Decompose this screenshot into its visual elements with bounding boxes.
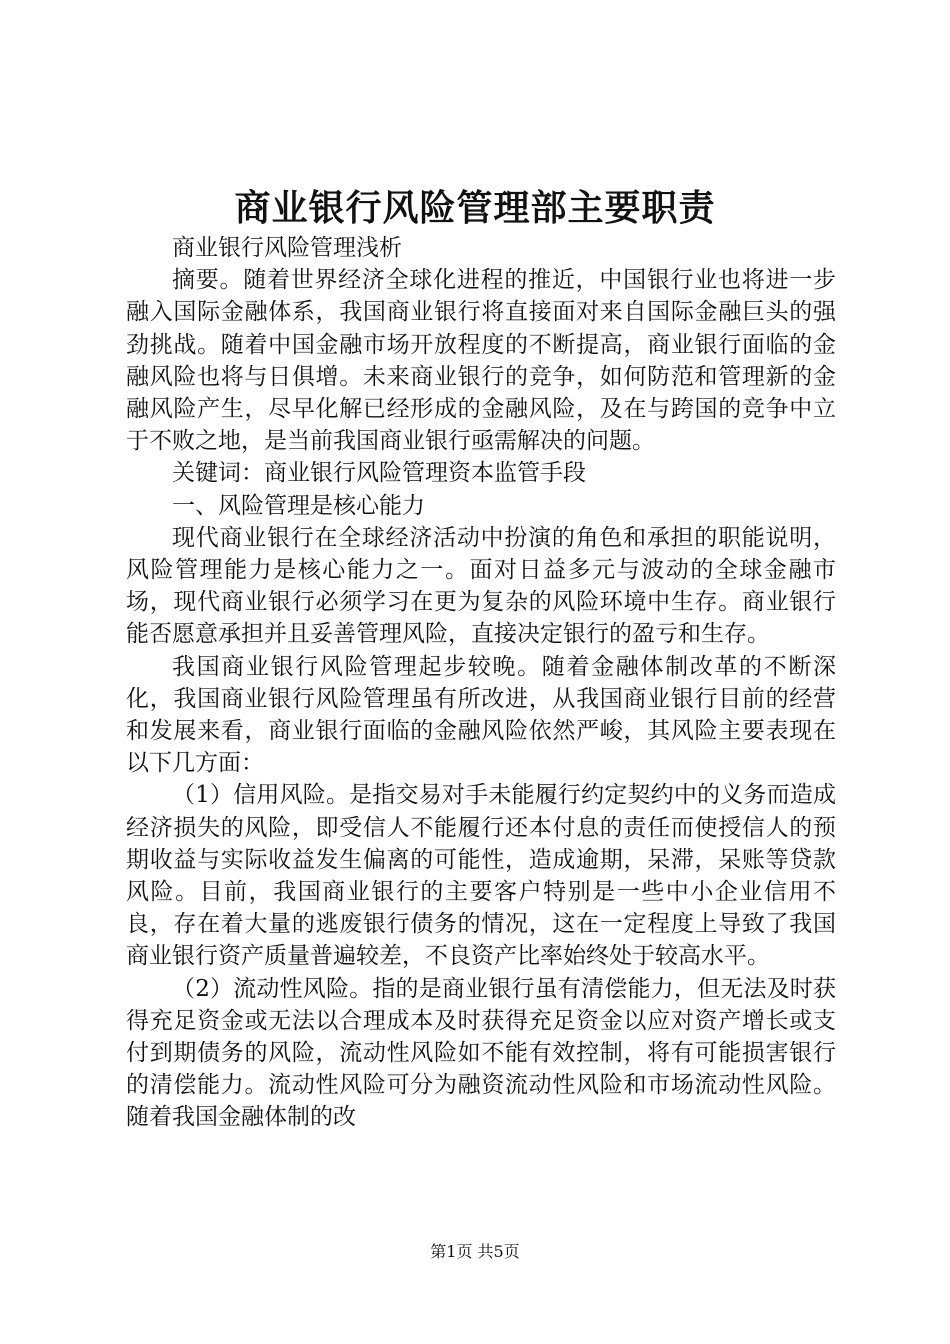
paragraph-abstract: 摘要。随着世界经济全球化进程的推近，中国银行业也将进一步融入国际金融体系，我国商业银行将直接面对来自国际金融巨头的强劲挑战。随着中国金融市场开放程度的不断提高，商业银行面临的金融风险也将与日俱增。未来商业银行的竞争，如何防范和管理新的金融风险产生，尽早化解已经形成的金融风险，及在与跨国的竞争中立于不败之地，是当前我国商业银行亟需解决的问题。 [126, 267, 836, 455]
document-title: 商业银行风险管理部主要职责 [234, 187, 716, 229]
paragraph-subtitle: 商业银行风险管理浅析 [172, 235, 402, 261]
paragraph-liquidity-risk: （2）流动性风险。指的是商业银行虽有清偿能力，但无法及时获得充足资金或无法以合理成本及时获得充足资金以应对资产增长或支付到期债务的风险，流动性风险如不能有效控制，将有可能损害银行的清偿能力。流动性风险可分为融资流动性风险和市场流动性风险。随着我国金融体制的改 [126, 975, 836, 1131]
page-footer: 第1页 共5页 [430, 1242, 520, 1261]
paragraph-credit-risk: （1）信用风险。是指交易对手未能履行约定契约中的义务而造成经济损失的风险，即受信人不能履行还本付息的责任而使授信人的预期收益与实际收益发生偏离的可能性，造成逾期，呆滞，呆账等贷款风险。目前，我国商业银行的主要客户特别是一些中小企业信用不良，存在着大量的逃废银行债务的情况，这在一定程度上导致了我国商业银行资产质量普遍较差，不良资产比率始终处于较高水平。 [126, 782, 836, 970]
paragraph-body-1: 现代商业银行在全球经济活动中扮演的角色和承担的职能说明，风险管理能力是核心能力之一。面对日益多元与波动的全球金融市场，现代商业银行必须学习在更为复杂的风险环境中生存。商业银行能否愿意承担并且妥善管理风险，直接决定银行的盈亏和生存。 [126, 524, 836, 648]
section-heading-1: 一、风险管理是核心能力 [172, 492, 425, 519]
paragraph-body-2: 我国商业银行风险管理起步较晚。随着金融体制改革的不断深化，我国商业银行风险管理虽有所改进，从我国商业银行目前的经营和发展来看，商业银行面临的金融风险依然严峻，其风险主要表现在以下几方面： [126, 653, 836, 777]
document-body [126, 232, 836, 1134]
paragraph-keywords: 关键词：商业银行风险管理资本监管手段 [172, 460, 586, 487]
